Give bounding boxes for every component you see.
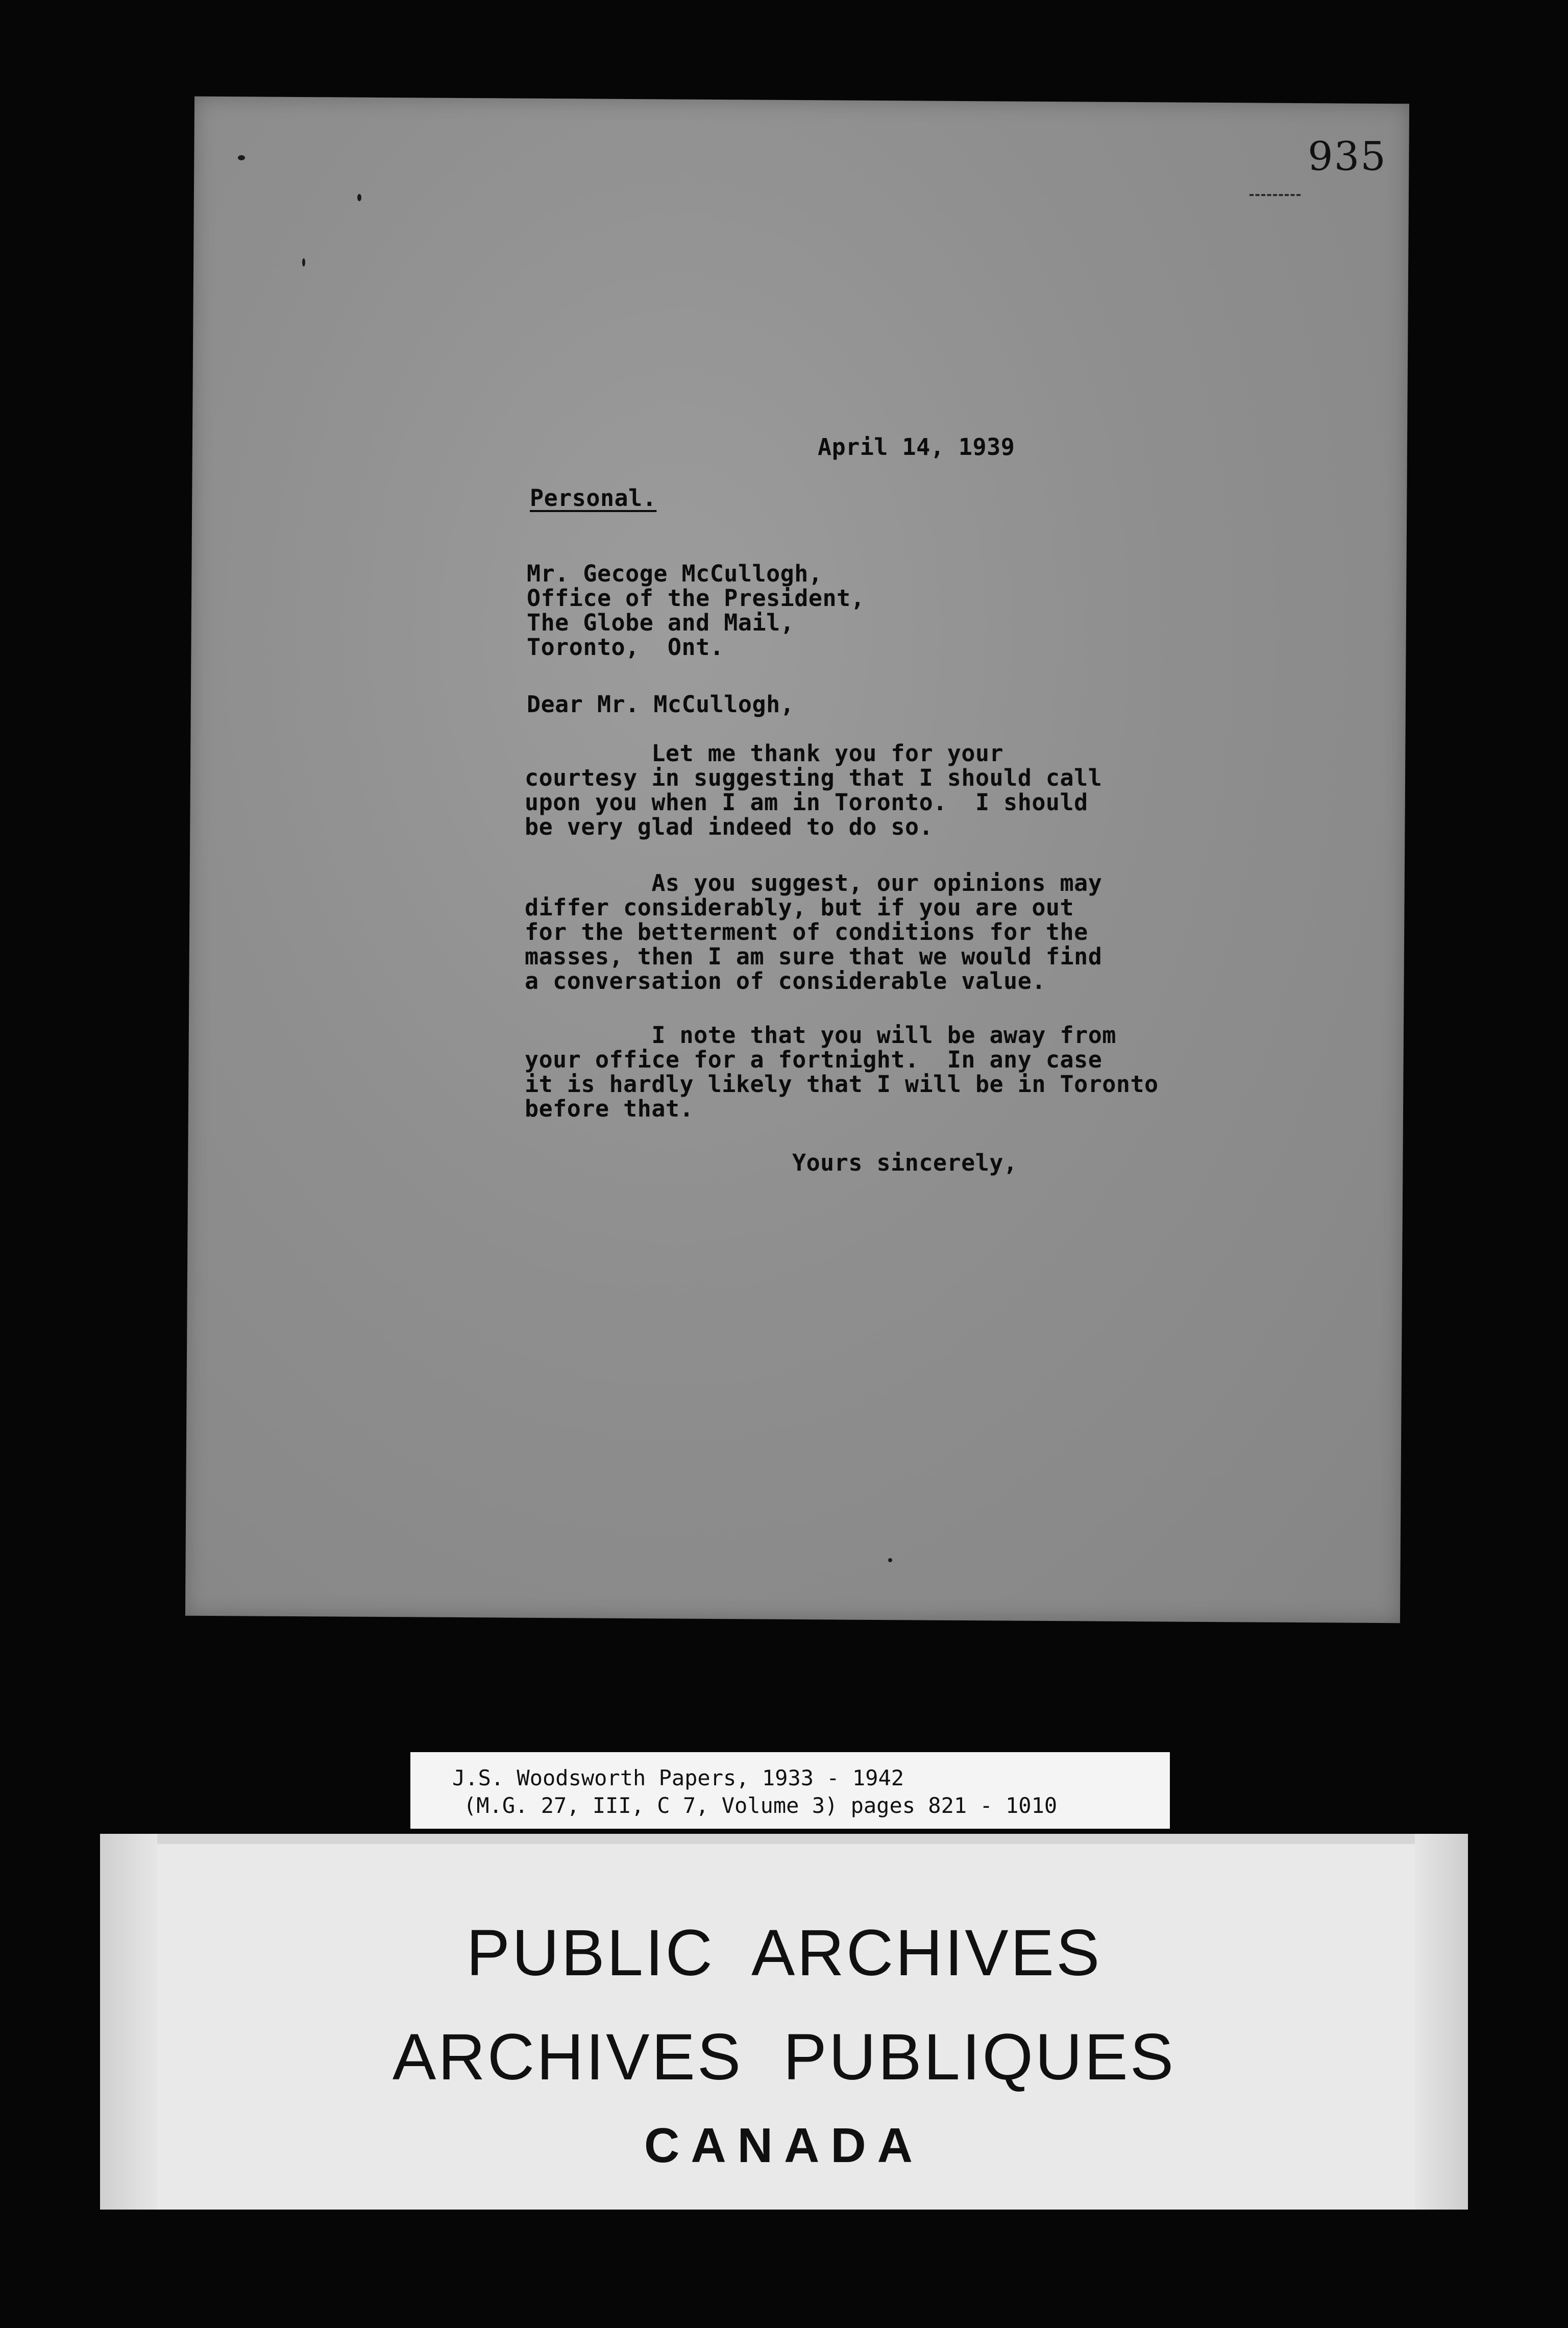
address-line: The Globe and Mail,: [527, 609, 795, 636]
banner-title-french: ARCHIVES PUBLIQUES: [392, 2021, 1176, 2094]
page-number: 935: [1308, 134, 1387, 180]
banner-title-english: PUBLIC ARCHIVES: [466, 1917, 1102, 1990]
letter-date: April 14, 1939: [818, 433, 1015, 460]
letter-paragraph: As you suggest, our opinions may differ considerably, but if you are out for the betterment of conditions for the masses, then I am sure that we would find a conversation of considerable value.: [525, 869, 1102, 995]
address-line: Mr. Gecoge McCullogh,: [527, 560, 823, 587]
dust-speck: [357, 194, 361, 201]
letter-paragraph: I note that you will be away from your office for a fortnight. In any case it is hardly likely that I will be in Toronto before that.: [525, 1022, 1159, 1122]
letter-paragraph: Let me thank you for your courtesy in suggesting that I should call upon you when I am in Toronto. I should be very glad indeed to do so.: [525, 740, 1102, 840]
salutation: Dear Mr. McCullogh,: [527, 691, 795, 718]
citation-line: J.S. Woodsworth Papers, 1933 - 1942: [452, 1765, 904, 1790]
address-line: Office of the President,: [527, 585, 865, 612]
closing: Yours sincerely,: [792, 1149, 1018, 1176]
citation-label: [410, 1752, 1170, 1829]
dust-speck: [302, 258, 305, 266]
dust-speck: [238, 155, 245, 160]
page-number-dash: [1250, 194, 1301, 196]
citation-line: (M.G. 27, III, C 7, Volume 3) pages 821 - 1010: [463, 1793, 1058, 1818]
archives-banner: [100, 1834, 1468, 2210]
personal-marking: Personal.: [530, 484, 657, 512]
banner-country: CANADA: [644, 2118, 924, 2173]
recipient-address: [527, 562, 865, 660]
banner-edge: [100, 1834, 1468, 1844]
dust-speck: [888, 1558, 892, 1562]
address-line: Toronto, Ont.: [527, 634, 724, 661]
letter-sheet: [185, 96, 1409, 1623]
